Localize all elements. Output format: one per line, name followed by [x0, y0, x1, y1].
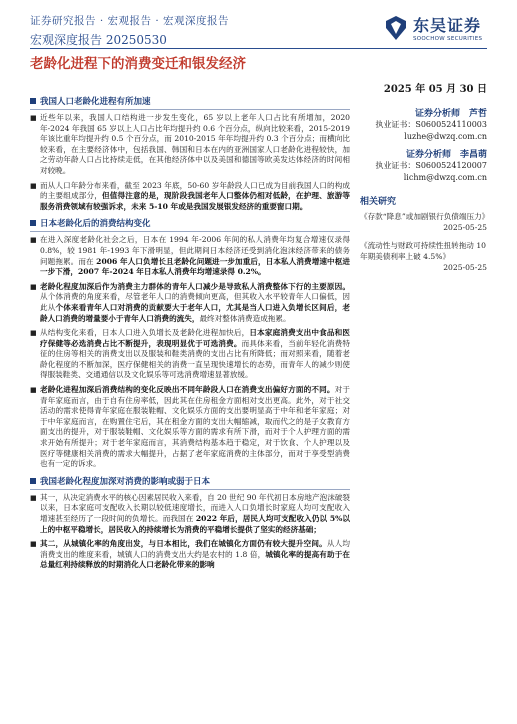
analyst-block-2	[360, 147, 487, 184]
analyst-name: 证券分析师 李昌萌	[405, 150, 487, 160]
report-title: 老龄化进程下的消费变迁和银发经济	[30, 56, 246, 72]
plain-text: 从人均消费支出的维度来看，城镇人口的消费支出大约是农村的 1.8 倍，	[40, 539, 351, 559]
plain-text: 从结构变化来看，日本人口进入负增长及老龄化进程加快后，	[40, 328, 250, 338]
emphasis-text: 老龄化进程加深后消费结构的变化反映出不同年龄段人口在消费支出偏好方面的不同。	[40, 385, 335, 395]
paragraph-bullet-icon: ■	[30, 386, 37, 395]
analyst-block-1	[360, 106, 487, 143]
body-paragraph	[30, 235, 350, 277]
plain-text: 最终对整体消费造成拖累。	[199, 313, 291, 323]
emphasis-text: 城镇化率的提高有助于在总量红利持续释放的时期消化人口老龄化带来的影响	[40, 549, 351, 570]
section-heading-text: 我国人口老龄化进程有所加速	[40, 97, 151, 107]
paragraph-bullet-icon: ■	[30, 181, 37, 190]
related-item[interactable]	[360, 240, 487, 274]
body-paragraph	[30, 493, 350, 535]
plain-text: 而从人口年龄分布来看，截至 2023 年底，50-60 岁年龄段人口已成为目前我国人口的构成的主要组成部分，	[40, 180, 350, 201]
analyst-email[interactable]: lichm@dwzq.com.cn	[403, 173, 487, 182]
body-paragraph	[30, 181, 350, 213]
emphasis-text: 老龄化程度加深后作为消费主力群体的青年人口减少是导致私人消费整体下行的主要原因。	[40, 281, 350, 291]
analyst-name: 证券分析师 芦哲	[414, 109, 487, 119]
body-paragraph	[30, 385, 350, 470]
emphasis-text: 2006 年人口负增长且老龄化问题进一步加重后，日本私人消费增速中枢进一步下滑，2007 年-2024 年日本私人消费年均增速录得 0.2%。	[40, 256, 350, 277]
paragraph-text	[40, 113, 350, 177]
section	[30, 474, 350, 571]
paragraph-text	[40, 493, 350, 535]
paragraph-text	[40, 235, 350, 277]
section-heading	[30, 474, 350, 488]
report-type-label: 宏观深度报告 20250530	[30, 33, 167, 47]
paragraph-bullet-icon: ■	[30, 236, 37, 245]
related-item-date: 2025-05-25	[443, 223, 487, 232]
plain-text: 在进入深度老龄化社会之后，日本在 1994 年-2006 年间的私人消费年均复合增速仅录得 0.8%，较 1981 年-1993 年下滑明显，但此期间日本经济还受到消化泡沫经济带来的债务问题拖累。而在	[40, 235, 350, 266]
section-rule	[30, 231, 350, 232]
paragraph-bullet-icon: ■	[30, 114, 37, 122]
section-heading	[30, 216, 350, 230]
related-item-date: 2025-05-25	[443, 263, 487, 272]
section-rule	[30, 109, 350, 110]
paragraph-text	[40, 282, 350, 324]
company-logo	[383, 13, 482, 42]
header-rule	[30, 48, 487, 49]
plain-text: 近些年以来，我国人口结构进一步发生变化，65 岁以上老年人口占比有所增加，2020 年-2024 年我国 65 岁以上人口占比年均提升约 0.6 个百分点，纵向比较来看，2015-2019 年该比重年均提升约 0.5 个百分点，而 2010-2015 年年均提升约 0.3 个百分点；而横向比较来看，在主要经济体中，包括我国、韩国和日本在内的亚洲国家人口老龄化进程较快，加之劳动年龄人口占比持续走低，在其他经济体中以及美国和德国等欧美发达体经济的时间相对较晚。	[40, 113, 350, 175]
related-item-title: 《存款“降息”或加剧银行负债端压力》	[360, 212, 490, 221]
emphasis-text: 日本家庭消费支出中食品和医疗保健等必选消费占比不断提升，表现明显优于可选消费。	[40, 328, 350, 348]
analyst-email[interactable]: luzhe@dwzq.com.cn	[404, 132, 487, 141]
analyst-cert: 执业证书：S0600524120007	[375, 161, 487, 170]
logo-english-name: SOOCHOW SECURITIES	[413, 36, 483, 42]
plain-text: 而具体来看，当前年轻化消费特征的住房等相关的消费支出以及服装和鞋类消费的支出占比有所降低；而对照来看，随着老龄化程度的不断加深，医疗保健相关的消费一直呈现快速增长的态势，而青年人的减少则使得服装鞋类、交通通信以及文化娱乐等可选消费增速显著放缓。	[40, 338, 351, 380]
square-bullet-icon	[30, 98, 36, 104]
emphasis-text: 其二，从城镇化率的角度出发，与日本相比，我们在城镇化方面仍有较大提升空间。	[40, 539, 327, 549]
logo-mark-icon	[383, 15, 409, 41]
related-research-heading: 相关研究	[360, 197, 397, 207]
paragraph-text	[40, 328, 350, 381]
sidebar-column	[360, 94, 490, 280]
emphasis-text: 2022 年后，居民人均可支配收入仍以 5%以上的中枢平稳增长，居民收入的持续增长为消费的平稳增长提供了坚实的经济基础；	[40, 514, 351, 534]
logo-name: 东吴证券	[413, 16, 482, 35]
square-bullet-icon	[30, 478, 36, 484]
paragraph-text	[40, 181, 350, 213]
paragraph-bullet-icon: ■	[30, 493, 37, 502]
paragraph-text	[40, 539, 350, 571]
section-heading	[30, 94, 350, 108]
analyst-cert: 执业证书：S0600524110003	[375, 120, 487, 129]
paragraph-bullet-icon: ■	[30, 329, 37, 338]
paragraph-bullet-icon: ■	[30, 282, 37, 291]
report-series: 证券研究报告 · 宏观报告 · 宏观深度报告	[30, 15, 230, 27]
plain-text: 从个体消费的角度来看，尽管老年人口的消费倾向更高，但其收入水平较青年人口偏低，因此从	[40, 292, 350, 312]
emphasis-text: 但值得注意的是，现阶段我国老年人口整体仍相对低龄，在护理、旅游等服务消费领域有较强诉求，未来 5-10 年或是我国发展银发经济的重要窗口期。	[40, 191, 350, 211]
body-paragraph	[30, 539, 350, 571]
body-paragraph	[30, 328, 350, 381]
section	[30, 216, 350, 469]
square-bullet-icon	[30, 220, 36, 226]
section	[30, 94, 350, 212]
section-rule	[30, 489, 350, 490]
related-item-title: 《流动性与财政可持续性扭转拖动 10 年期美债利率上破 4.5%》	[360, 241, 486, 261]
plain-text: 其一，从决定消费水平的核心因素居民收入来看，自 20 世纪 90 年代初日本房地产泡沫破裂以来，日本家庭可支配收入长期以较低速度增长，而进入人口负增长时家庭人均可支配收入增速甚至经历了一段时间的负增长。而我国在	[40, 492, 350, 523]
emphasis-text: 个体来看青年人口对消费的贡献要大于老年人口，尤其是当人口进入负增长区间后，老龄人口消费的增量要小于青年人口消费的流失，	[40, 302, 351, 323]
section-heading-text: 我国老龄化程度加深对消费的影响或弱于日本	[40, 476, 211, 487]
plain-text: 对于青年家庭而言，由于自有住房率低，因此其在住房租金方面相对支出更高。此外，对于社交活动的需求使得青年家庭在服装鞋帽、文化娱乐方面的支出要明显高于中年和老年家庭；对于中年家庭而言，在购置住宅后，其在租金方面的支出大幅缩减，取而代之的是子女教育方面支出的提升，对于服装鞋帽、文化娱乐等方面的需求有所下滑，而对于个人护理方面的需求开始有所提升；对于老年家庭而言，其消费结构基本趋于稳定，对于饮食、个人护理以及医疗等健康相关消费的需求大幅提升，占据了老年家庭消费的主体部分，而对于享受型消费也有一定的诉求。	[40, 385, 351, 469]
related-item[interactable]	[360, 211, 490, 234]
paragraph-text	[40, 385, 350, 470]
paragraph-bullet-icon: ■	[30, 540, 37, 549]
report-date: 2025 年 05 月 30 日	[383, 84, 487, 95]
body-column	[30, 94, 350, 575]
body-paragraph	[30, 282, 350, 324]
body-paragraph	[30, 113, 350, 177]
section-heading-text: 日本老龄化后的消费结构变化	[40, 219, 151, 230]
